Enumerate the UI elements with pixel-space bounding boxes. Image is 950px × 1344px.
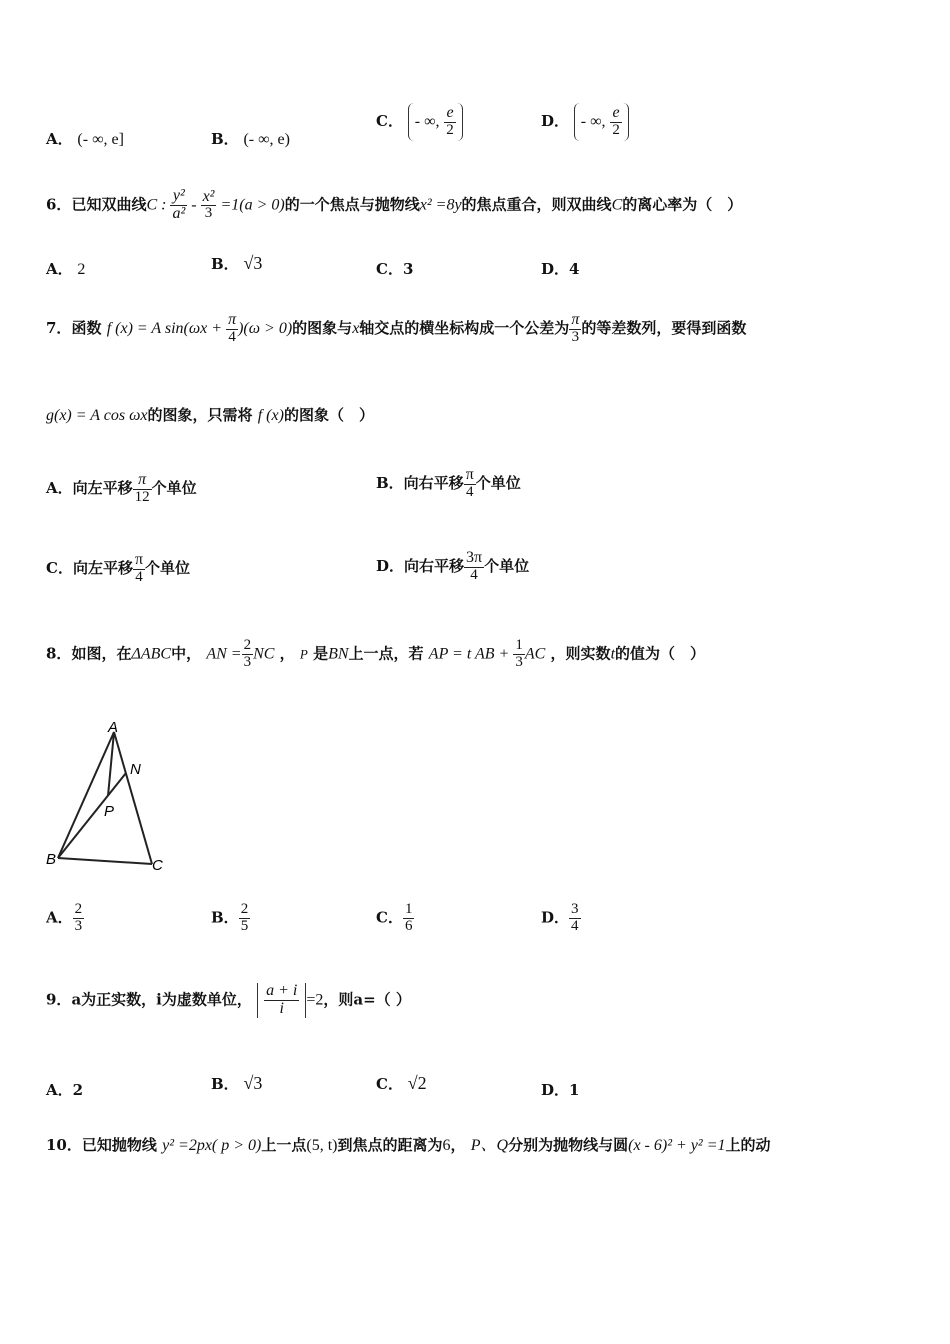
numerator: 2 (243, 637, 252, 653)
point-label-p: P (104, 803, 115, 820)
option-label: C． (376, 1075, 403, 1093)
vertex-label-a: A (108, 719, 119, 736)
numerator: π (134, 551, 144, 568)
q7-option-d (376, 550, 529, 584)
q6-option-b (211, 253, 262, 274)
q9-option-c (376, 1073, 427, 1094)
numerator: π (228, 311, 237, 328)
fraction (264, 983, 299, 1018)
question-number: 6． (46, 195, 72, 214)
math: y² =2px( p > 0) (162, 1137, 262, 1154)
q9-option-a: A．2 (46, 1081, 84, 1099)
edge-bc (58, 858, 152, 864)
text: 上一点 (261, 1136, 307, 1154)
denominator: 3 (74, 917, 83, 934)
option-text: D．向右平移 (376, 556, 465, 575)
denominator: 6 (404, 917, 413, 934)
numerator: e (444, 105, 456, 123)
text: 分别为抛物线与圆 (508, 1136, 629, 1154)
math: f (x) = A sin(ωx + (106, 319, 227, 337)
text: 上的动 (725, 1136, 771, 1154)
numerator: y² (170, 188, 187, 206)
question-number: 9． (46, 990, 72, 1009)
math: BN (328, 645, 349, 663)
text: ， (450, 1136, 466, 1154)
interval-start: - ∞, (580, 112, 606, 130)
question-9-stem (46, 983, 411, 1018)
numerator: π (465, 466, 474, 483)
edge-ac (114, 732, 152, 864)
numerator: 2 (74, 901, 83, 917)
q8-option-b (211, 902, 250, 935)
math: t (610, 645, 616, 663)
denominator: 3 (204, 205, 213, 222)
denominator: 3 (571, 328, 580, 345)
option-value: 2 (77, 261, 86, 278)
denominator: 12 (134, 488, 150, 505)
option-label: A． (46, 130, 73, 148)
numerator: e (610, 105, 622, 123)
numerator: 3π (466, 549, 483, 566)
question-7-stem-line2 (46, 404, 374, 425)
math: C : (146, 196, 171, 214)
text: ，则a=（ ） (323, 990, 411, 1009)
fraction (464, 467, 476, 501)
option-value: √3 (243, 253, 263, 273)
fraction (569, 312, 581, 346)
fraction (133, 552, 145, 586)
option-label: A． (46, 908, 73, 927)
numerator: x² (202, 187, 215, 205)
fraction (610, 105, 622, 139)
option-label: B． (211, 255, 239, 273)
q7-option-a (46, 472, 197, 506)
option-value: √2 (407, 1073, 427, 1093)
option-label: B． (211, 1075, 239, 1093)
question-number: 7． (46, 318, 72, 337)
vertex-label-n: N (130, 761, 141, 778)
denominator: i (279, 999, 284, 1017)
q5-option-d (541, 103, 629, 141)
fraction (569, 902, 581, 935)
q9-option-b (211, 1073, 262, 1094)
option-unit: 个单位 (145, 558, 191, 577)
text: 的离心率为（ ） (622, 195, 743, 214)
q5-option-c (376, 103, 463, 141)
option-unit: 个单位 (475, 473, 521, 492)
option-label: C． (376, 111, 403, 130)
text: 是 (313, 644, 329, 663)
q7-option-b (376, 467, 521, 501)
text: 中， (171, 644, 202, 663)
math: AN = (206, 645, 242, 663)
math: g(x) = A cos ωx (46, 407, 148, 424)
text: 的焦点重合，则双曲线 (461, 195, 612, 214)
numerator: 2 (240, 901, 249, 917)
math: (5, t) (306, 1137, 338, 1154)
question-number: 8． (46, 644, 72, 663)
q6-option-d: D．4 (541, 260, 580, 278)
numerator: a + i (266, 982, 298, 999)
denominator: 2 (612, 121, 620, 138)
q6-option-a (46, 258, 85, 279)
text: 函数 (71, 318, 102, 337)
numerator: π (133, 472, 152, 490)
math: AP = t AB + (428, 645, 514, 663)
option-label: D． (541, 908, 570, 927)
option-label: C． (376, 908, 403, 927)
denominator: 2 (446, 121, 454, 138)
math: )(ω > 0) (238, 319, 293, 337)
option-unit: 个单位 (484, 556, 530, 575)
numerator: π (571, 311, 580, 328)
math: AC (524, 645, 546, 663)
denominator: 5 (240, 917, 249, 934)
q9-option-d: D．1 (541, 1081, 580, 1099)
question-6-stem (46, 188, 742, 223)
math: P (299, 646, 308, 662)
text: 的图象（ ） (283, 406, 374, 424)
q8-option-c (376, 902, 414, 935)
denominator: 4 (135, 568, 143, 585)
text: 如图，在 (71, 644, 132, 663)
text: ，则实数 (550, 644, 611, 663)
interval-bracket (574, 103, 629, 141)
fraction (170, 188, 187, 223)
option-label: B． (211, 908, 239, 927)
denominator: 3 (243, 653, 252, 670)
q5-option-a (46, 128, 124, 149)
q8-option-a (46, 902, 84, 935)
fraction (73, 902, 85, 935)
text: 已知抛物线 (81, 1136, 157, 1154)
math: x (352, 319, 360, 337)
vertex-label-b: B (46, 851, 57, 868)
question-8-stem (46, 638, 705, 671)
math: C (611, 196, 623, 214)
option-text: A．向左平移 (46, 478, 133, 497)
numerator: 1 (515, 637, 523, 653)
question-7-stem (46, 312, 746, 346)
vertex-label-c: C (152, 857, 163, 874)
math: f (x) (257, 407, 284, 424)
fraction (464, 550, 484, 584)
text: a为正实数，i为虚数单位， (71, 990, 252, 1009)
triangle-figure (44, 718, 174, 878)
fraction (239, 902, 251, 935)
text: 到焦点的距离为 (337, 1136, 443, 1154)
option-text: B．向右平移 (376, 473, 464, 492)
question-number: 10． (46, 1136, 82, 1154)
option-label: A． (46, 260, 73, 278)
option-label: D． (541, 111, 570, 130)
numerator: 1 (404, 901, 413, 917)
q8-option-d (541, 902, 581, 935)
numerator: 3 (571, 901, 579, 917)
text: 轴交点的横坐标构成一个公差为 (359, 318, 570, 337)
math: - (187, 196, 201, 214)
denominator: 4 (228, 328, 236, 345)
math: =1(a > 0) (216, 196, 285, 214)
math: 6 (442, 1137, 451, 1154)
option-text: C．向左平移 (46, 558, 133, 577)
fraction (444, 105, 456, 139)
denominator: 4 (465, 483, 474, 500)
math: =2 (306, 991, 324, 1009)
option-unit: 个单位 (151, 478, 197, 497)
text: 的图象，只需将 (147, 406, 253, 424)
math: x² =8y (419, 196, 462, 214)
denominator: 4 (470, 566, 478, 583)
absolute-value (257, 983, 306, 1018)
interval-bracket (408, 103, 463, 141)
option-value: √3 (243, 1073, 263, 1093)
option-label: B． (211, 130, 239, 148)
fraction (133, 472, 152, 506)
text: 的等差数列，要得到函数 (581, 318, 747, 337)
q7-option-c (46, 552, 190, 586)
denominator: a² (172, 204, 186, 222)
text: 已知双曲线 (71, 195, 147, 214)
denominator: 4 (571, 917, 579, 934)
q6-option-c: C．3 (376, 260, 414, 278)
text: 上一点，若 (348, 644, 424, 663)
text: 的一个焦点与抛物线 (284, 195, 420, 214)
math: ΔABC (131, 645, 172, 663)
fraction (242, 638, 254, 671)
segment-bn (58, 773, 126, 858)
edge-ab (58, 732, 114, 858)
q5-option-b (211, 128, 290, 149)
text: 的值为（ ） (615, 644, 706, 663)
question-10-stem (46, 1132, 771, 1155)
text: ， (279, 644, 295, 663)
fraction (201, 189, 217, 223)
math: NC (253, 645, 275, 663)
option-value: (- ∞, e] (77, 131, 124, 148)
text: 的图象与 (292, 318, 353, 337)
denominator: 3 (515, 653, 523, 670)
fraction (513, 638, 525, 671)
interval-start: - ∞, (414, 112, 440, 130)
option-value: (- ∞, e) (243, 131, 290, 148)
fraction (226, 312, 238, 346)
fraction (403, 902, 415, 935)
math: (x - 6)² + y² =1 (628, 1137, 726, 1154)
math: P、Q (470, 1137, 509, 1154)
